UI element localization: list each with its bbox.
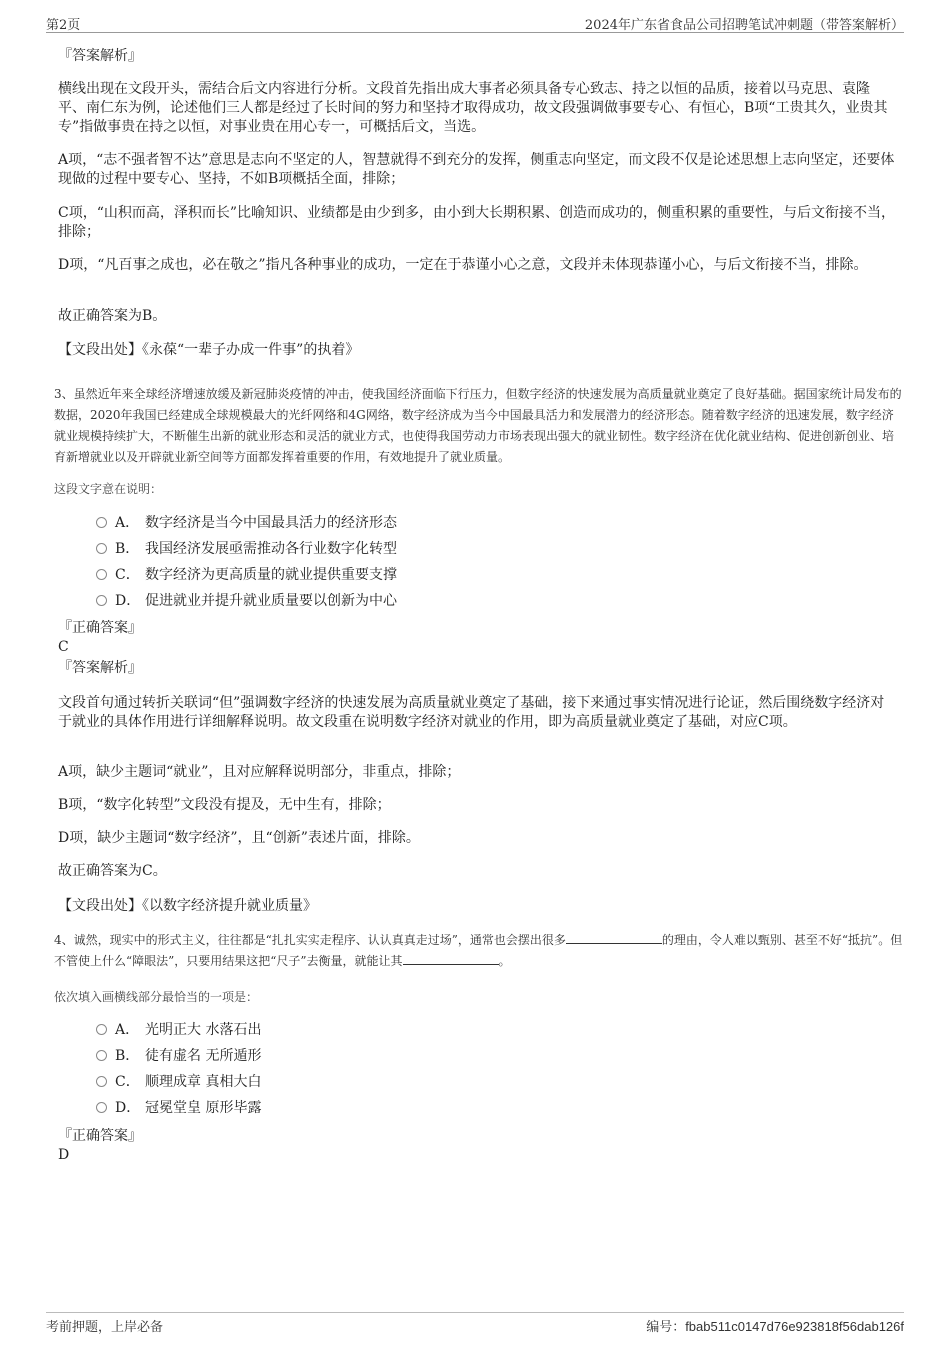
question-4-option-d[interactable]: D． 冠冕堂皇 原形毕露: [96, 1098, 261, 1118]
page-number: 第2页: [46, 18, 81, 33]
answer-conclusion: 故正确答案为C。: [58, 863, 167, 879]
question-4-option-c[interactable]: C． 顺理成章 真相大白: [96, 1072, 261, 1092]
radio-icon[interactable]: [96, 595, 107, 606]
radio-icon[interactable]: [96, 1024, 107, 1035]
radio-icon[interactable]: [96, 517, 107, 528]
question-3-text: 3、虽然近年来全球经济增速放缓及新冠肺炎疫情的冲击，使我国经济面临下行压力，但数字经济的快速发展为高质量就业奠定了良好基础。据国家统计局发布的数据，2020年我国已经建成全球规模最大的光纤网络和4G网络，数字经济成为当今中国最具活力和发展潜力的经济形态。随着数字经济的迅速发展，数字经济就业规模持续扩大，不断催生出新的就业形态和灵活的就业方式，也使得我国劳动力市场表现出强大的就业韧性。数字经济在优化就业结构、促进创新创业、培育新增就业以及开辟就业新空间等方面都发挥着重要的作用，有效地提升了就业质量。: [54, 387, 902, 464]
analysis-heading: 『答案解析』: [58, 48, 142, 64]
correct-answer-heading: 『正确答案』: [58, 1128, 142, 1144]
analysis-paragraph: D项，缺少主题词“数字经济”，且“创新”表述片面，排除。: [58, 830, 420, 846]
correct-answer: D: [58, 1147, 70, 1163]
answer-conclusion: 故正确答案为B。: [58, 308, 167, 324]
question-4-option-a[interactable]: A． 光明正大 水落石出: [96, 1020, 261, 1040]
fill-blank: [403, 952, 499, 965]
question-3-prompt: 这段文字意在说明：: [54, 482, 163, 496]
radio-icon[interactable]: [96, 543, 107, 554]
analysis-paragraph: A项，缺少主题词“就业”，且对应解释说明部分，非重点，排除；: [58, 764, 461, 780]
page-footer: [46, 1312, 904, 1335]
analysis-paragraph: B项，“数字化转型”文段没有提及，无中生有，排除；: [58, 797, 391, 813]
question-3-option-a[interactable]: A． 数字经济是当今中国最具活力的经济形态: [96, 513, 397, 533]
question-3-option-c[interactable]: C． 数字经济为更高质量的就业提供重要支撑: [96, 565, 397, 585]
analysis-paragraph: C项，“山积而高，泽积而长”比喻知识、业绩都是由少到多，由小到大长期积累、创造而成功的，侧重积累的重要性，与后文衔接不当，排除；: [58, 205, 896, 240]
fill-blank: [566, 931, 662, 944]
document-title: 2024年广东省食品公司招聘笔试冲刺题（带答案解析）: [584, 18, 904, 33]
analysis-heading: 『答案解析』: [58, 660, 142, 676]
analysis-paragraph: 文段首句通过转折关联词“但”强调数字经济的快速发展为高质量就业奠定了基础，接下来通过事实情况进行论证，然后围绕数字经济对于就业的具体作用进行详细解释说明。故文段重在说明数字经济对就业的作用，即为高质量就业奠定了基础，对应C项。: [58, 695, 885, 730]
question-3-option-b[interactable]: B． 我国经济发展亟需推动各行业数字化转型: [96, 539, 397, 559]
radio-icon[interactable]: [96, 1050, 107, 1061]
question-4-option-b[interactable]: B． 徒有虚名 无所遁形: [96, 1046, 261, 1066]
analysis-paragraph: 横线出现在文段开头，需结合后文内容进行分析。文段首先指出成大事者必须具备专心致志、持之以恒的品质，接着以马克思、袁隆平、南仁东为例，论述他们三人都是经过了长时间的努力和坚持才取得成功，故文段强调做事要专心、有恒心，B项“工贵其久，业贵其专”指做事贵在持之以恒，对事业贵在用心专一，可概括后文，当选。: [58, 81, 888, 135]
correct-answer-heading: 『正确答案』: [58, 620, 142, 636]
source-citation: 【文段出处】《以数字经济提升就业质量》: [58, 898, 317, 914]
correct-answer: C: [58, 639, 69, 655]
question-4-prompt: 依次填入画横线部分最恰当的一项是：: [54, 990, 259, 1004]
document-code: 编号：fbab511c0147d76e923818f56dab126f: [646, 1319, 904, 1334]
page-header: [46, 12, 904, 33]
radio-icon[interactable]: [96, 1076, 107, 1087]
analysis-paragraph: D项，“凡百事之成也，必在敬之”指凡各种事业的成功，一定在于恭谨小心之意，文段并未体现恭谨小心，与后文衔接不当，排除。: [58, 257, 868, 273]
question-4-text: 4、诚然，现实中的形式主义，往往都是“扎扎实实走程序、认认真真走过场”，通常也会摆出很多 的理由，令人难以甄别、甚至不好“抵抗”。但不管使上什么“障眼法”，只要用结果这把“尺子”去衡量，就能让其 。: [54, 933, 903, 968]
question-3-option-d[interactable]: D． 促进就业并提升就业质量要以创新为中心: [96, 591, 397, 611]
analysis-paragraph: A项，“志不强者智不达”意思是志向不坚定的人，智慧就得不到充分的发挥，侧重志向坚定，而文段不仅是论述思想上志向坚定，还要体现做的过程中要专心、坚持，不如B项概括全面，排除；: [58, 152, 895, 187]
source-citation: 【文段出处】《永葆“一辈子办成一件事”的执着》: [58, 342, 360, 358]
radio-icon[interactable]: [96, 569, 107, 580]
footer-slogan: 考前押题，上岸必备: [46, 1320, 164, 1335]
radio-icon[interactable]: [96, 1102, 107, 1113]
